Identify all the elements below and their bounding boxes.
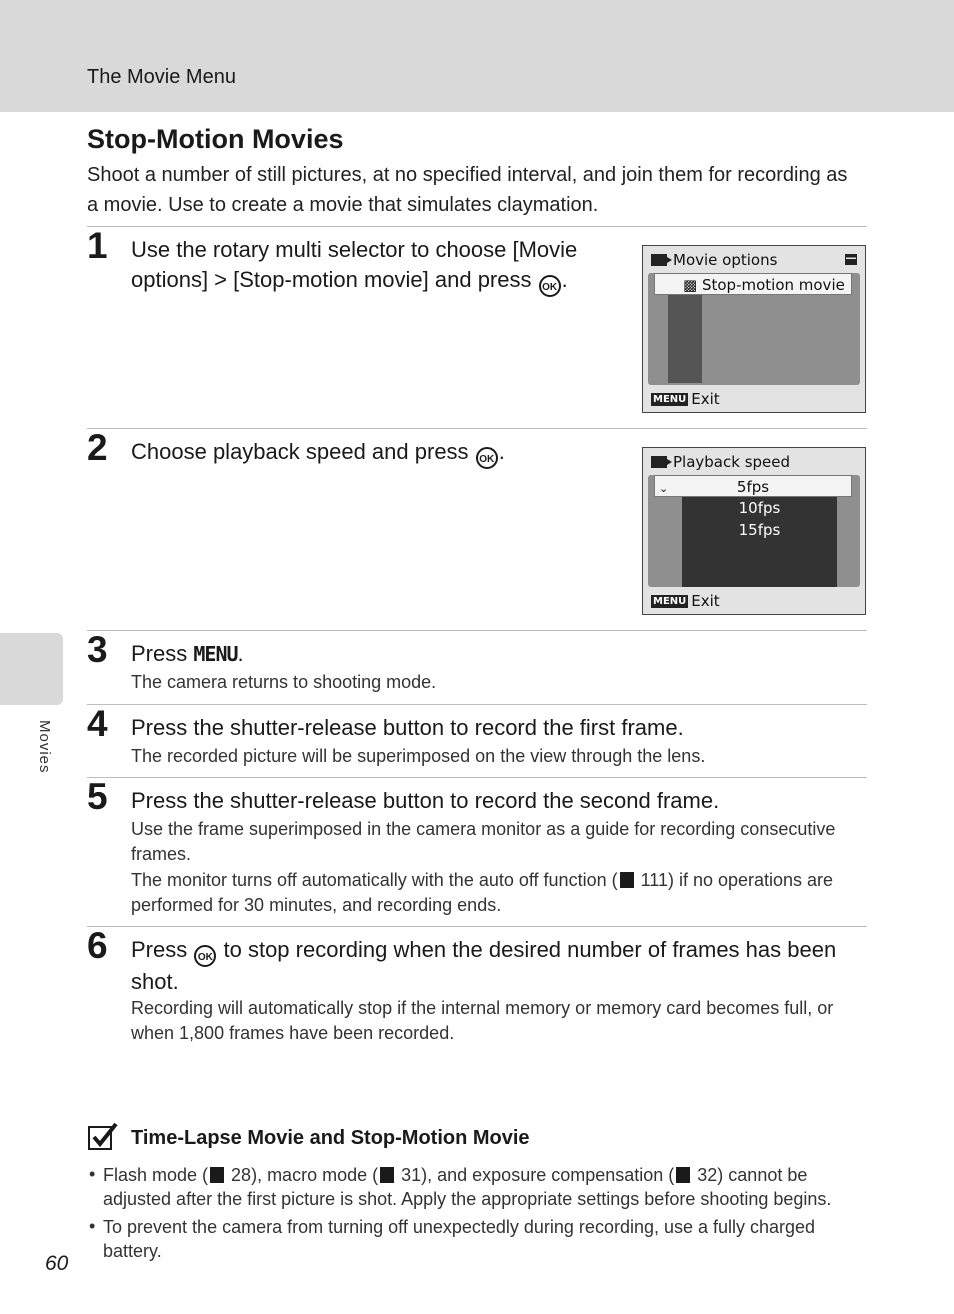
option-10fps: 10fps xyxy=(738,499,781,517)
screen-footer: MENU Exit xyxy=(653,592,720,610)
movie-camera-icon xyxy=(651,456,667,468)
chapter-tab xyxy=(0,633,63,705)
step-2-heading: Choose playback speed and press OK . xyxy=(131,437,621,469)
page-reference-icon xyxy=(210,1167,224,1183)
chapter-tab-label: Movies xyxy=(36,720,53,774)
ok-button-icon: OK xyxy=(194,945,216,967)
page-reference-icon xyxy=(380,1167,394,1183)
note-bullet-2: To prevent the camera from turning off unexpectedly during recording, use a fully charged battery. xyxy=(103,1217,816,1261)
ok-button-icon: OK xyxy=(539,275,561,297)
options-column xyxy=(682,497,837,587)
menu-strip xyxy=(668,295,702,383)
note-bullet-1: Flash mode ( 28), macro mode ( 31), and exposure compensation ( 32) cannot be adjusted after the first picture is shot. Apply the appropriate settings before shooting begins. xyxy=(103,1165,832,1209)
step-5-heading: Press the shutter-release button to record the second frame. xyxy=(131,788,720,813)
divider xyxy=(87,777,867,778)
step-5-body-2: The monitor turns off automatically with the auto off function ( 111) if no operations are performed for 30 minutes, and recording ends. xyxy=(131,870,834,915)
menu-panel xyxy=(648,475,860,587)
section-intro: Shoot a number of still pictures, at no specified interval, and join them for recording as a movie. Use to create a movie that simulates claymation. xyxy=(87,164,848,216)
page-number: 60 xyxy=(45,1252,69,1275)
step-6-heading: Press OK to stop recording when the desired number of frames has been shot. xyxy=(131,937,837,994)
step-6-number: 6 xyxy=(87,925,108,966)
note-title: Time-Lapse Movie and Stop-Motion Movie xyxy=(131,1127,530,1149)
step-3-body: The camera returns to shooting mode. xyxy=(131,672,437,692)
menu-button-icon: MENU xyxy=(653,595,687,607)
menu-button-icon: MENU xyxy=(653,393,687,405)
page-reference-icon xyxy=(676,1167,690,1183)
divider xyxy=(87,428,867,429)
screen-title: Movie options xyxy=(651,251,777,269)
battery-icon xyxy=(845,254,857,265)
screen-footer: MENU Exit xyxy=(653,390,720,408)
camera-screen-playback-speed xyxy=(642,447,866,615)
header-band xyxy=(0,0,954,112)
bullet-marker: • xyxy=(89,1216,96,1236)
menu-button-icon: MENU xyxy=(193,642,238,666)
step-1-number: 1 xyxy=(87,225,108,266)
divider xyxy=(87,226,867,227)
screen-title: Playback speed xyxy=(651,453,790,471)
step-2-number: 2 xyxy=(87,427,108,468)
checkmark-note-icon xyxy=(88,1122,118,1150)
step-3-number: 3 xyxy=(87,629,108,670)
running-header: The Movie Menu xyxy=(87,66,236,88)
stop-motion-icon: ▩ xyxy=(683,276,698,294)
option-selected: ⌄ 5fps xyxy=(654,475,852,497)
bullet-marker: • xyxy=(89,1164,96,1184)
step-4-body: The recorded picture will be superimposed on the view through the lens. xyxy=(131,746,706,766)
step-4-number: 4 xyxy=(87,703,108,744)
section-title: Stop-Motion Movies xyxy=(87,124,344,154)
ok-button-icon: OK xyxy=(476,447,498,469)
step-5-body-1: Use the frame superimposed in the camera monitor as a guide for recording consecutive frames. xyxy=(131,819,836,864)
camera-screen-movie-options xyxy=(642,245,866,413)
divider xyxy=(87,926,867,927)
menu-panel xyxy=(648,273,860,385)
step-1-heading: Use the rotary multi selector to choose [Movie options] > [Stop-motion movie] and press OK . xyxy=(131,235,621,297)
step-5-number: 5 xyxy=(87,776,108,817)
movie-camera-icon xyxy=(651,254,667,266)
menu-item-selected: ▩ Stop-motion movie xyxy=(654,273,852,295)
step-3-heading: Press MENU. xyxy=(131,641,244,666)
divider xyxy=(87,630,867,631)
divider xyxy=(87,704,867,705)
chevron-down-icon: ⌄ xyxy=(659,482,669,495)
option-15fps: 15fps xyxy=(738,521,781,539)
page-reference-icon xyxy=(620,872,634,888)
step-6-body: Recording will automatically stop if the internal memory or memory card becomes full, or when 1,800 frames have been recorded. xyxy=(131,998,834,1043)
step-4-heading: Press the shutter-release button to record the first frame. xyxy=(131,715,684,740)
